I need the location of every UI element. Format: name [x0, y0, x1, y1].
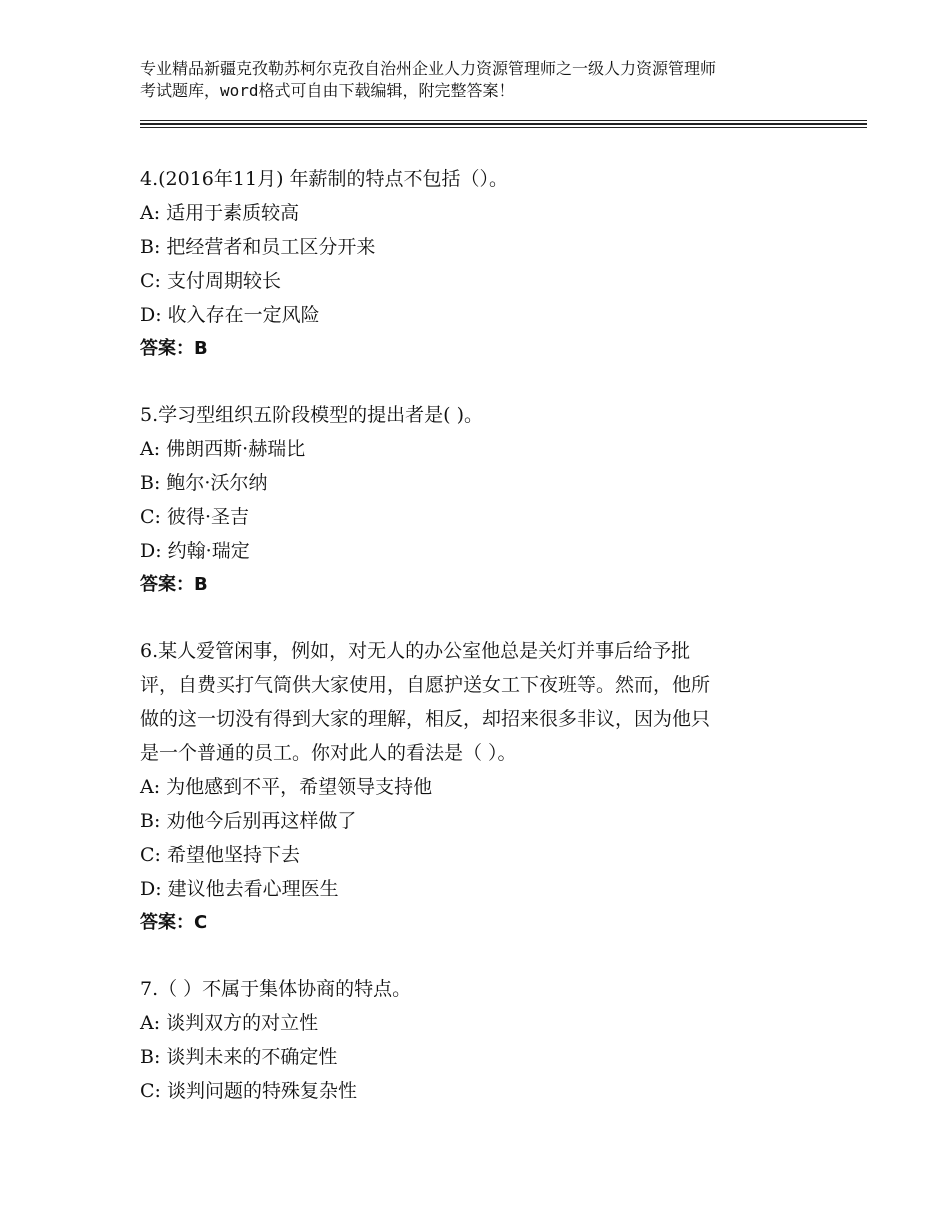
option-a: A: 为他感到不平，希望领导支持他: [140, 776, 433, 798]
question-stem: 5.学习型组织五阶段模型的提出者是( )。: [140, 404, 483, 426]
header-rule-bottom: [140, 127, 867, 128]
question-6: [140, 634, 820, 940]
question-7: [140, 972, 820, 1108]
option-c: C: 彼得·圣吉: [140, 506, 250, 528]
option-b: B: 劝他今后别再这样做了: [140, 810, 357, 832]
header-rule-top: [140, 120, 867, 121]
document-header: [140, 58, 840, 102]
question-stem: 4.(2016年11月) 年薪制的特点不包括（）。: [140, 168, 509, 190]
header-line-1: 专业精品新疆克孜勒苏柯尔克孜自治州企业人力资源管理师之一级人力资源管理师: [140, 59, 717, 78]
option-d: D: 约翰·瑞定: [140, 540, 250, 562]
option-d: D: 建议他去看心理医生: [140, 878, 339, 900]
header-line-2: 考试题库，word格式可自由下载编辑，附完整答案！: [140, 81, 515, 100]
header-rule-middle: [140, 123, 867, 125]
option-b: B: 谈判未来的不确定性: [140, 1046, 338, 1068]
question-stem-line-1: 6.某人爱管闲事，例如，对无人的办公室他总是关灯并事后给予批: [140, 640, 691, 662]
option-a: A: 谈判双方的对立性: [140, 1012, 319, 1034]
answer: 答案：B: [140, 574, 208, 595]
option-c: C: 谈判问题的特殊复杂性: [140, 1080, 357, 1102]
answer: 答案：B: [140, 338, 208, 359]
option-d: D: 收入存在一定风险: [140, 304, 320, 326]
question-stem-line-3: 做的这一切没有得到大家的理解，相反，却招来很多非议，因为他只: [140, 708, 711, 730]
answer: 答案：C: [140, 912, 208, 933]
question-stem-line-2: 评，自费买打气筒供大家使用，自愿护送女工下夜班等。然而，他所: [140, 674, 711, 696]
question-stem-line-4: 是一个普通的员工。你对此人的看法是（ ）。: [140, 742, 517, 764]
option-c: C: 希望他坚持下去: [140, 844, 300, 866]
option-b: B: 把经营者和员工区分开来: [140, 236, 376, 258]
question-5: [140, 398, 820, 602]
option-b: B: 鲍尔·沃尔纳: [140, 472, 268, 494]
question-stem: 7.（ ）不属于集体协商的特点。: [140, 978, 412, 1000]
option-a: A: 适用于素质较高: [140, 202, 300, 224]
option-c: C: 支付周期较长: [140, 270, 281, 292]
question-4: [140, 162, 820, 366]
option-a: A: 佛朗西斯·赫瑞比: [140, 438, 306, 460]
question-list: [140, 162, 820, 1140]
